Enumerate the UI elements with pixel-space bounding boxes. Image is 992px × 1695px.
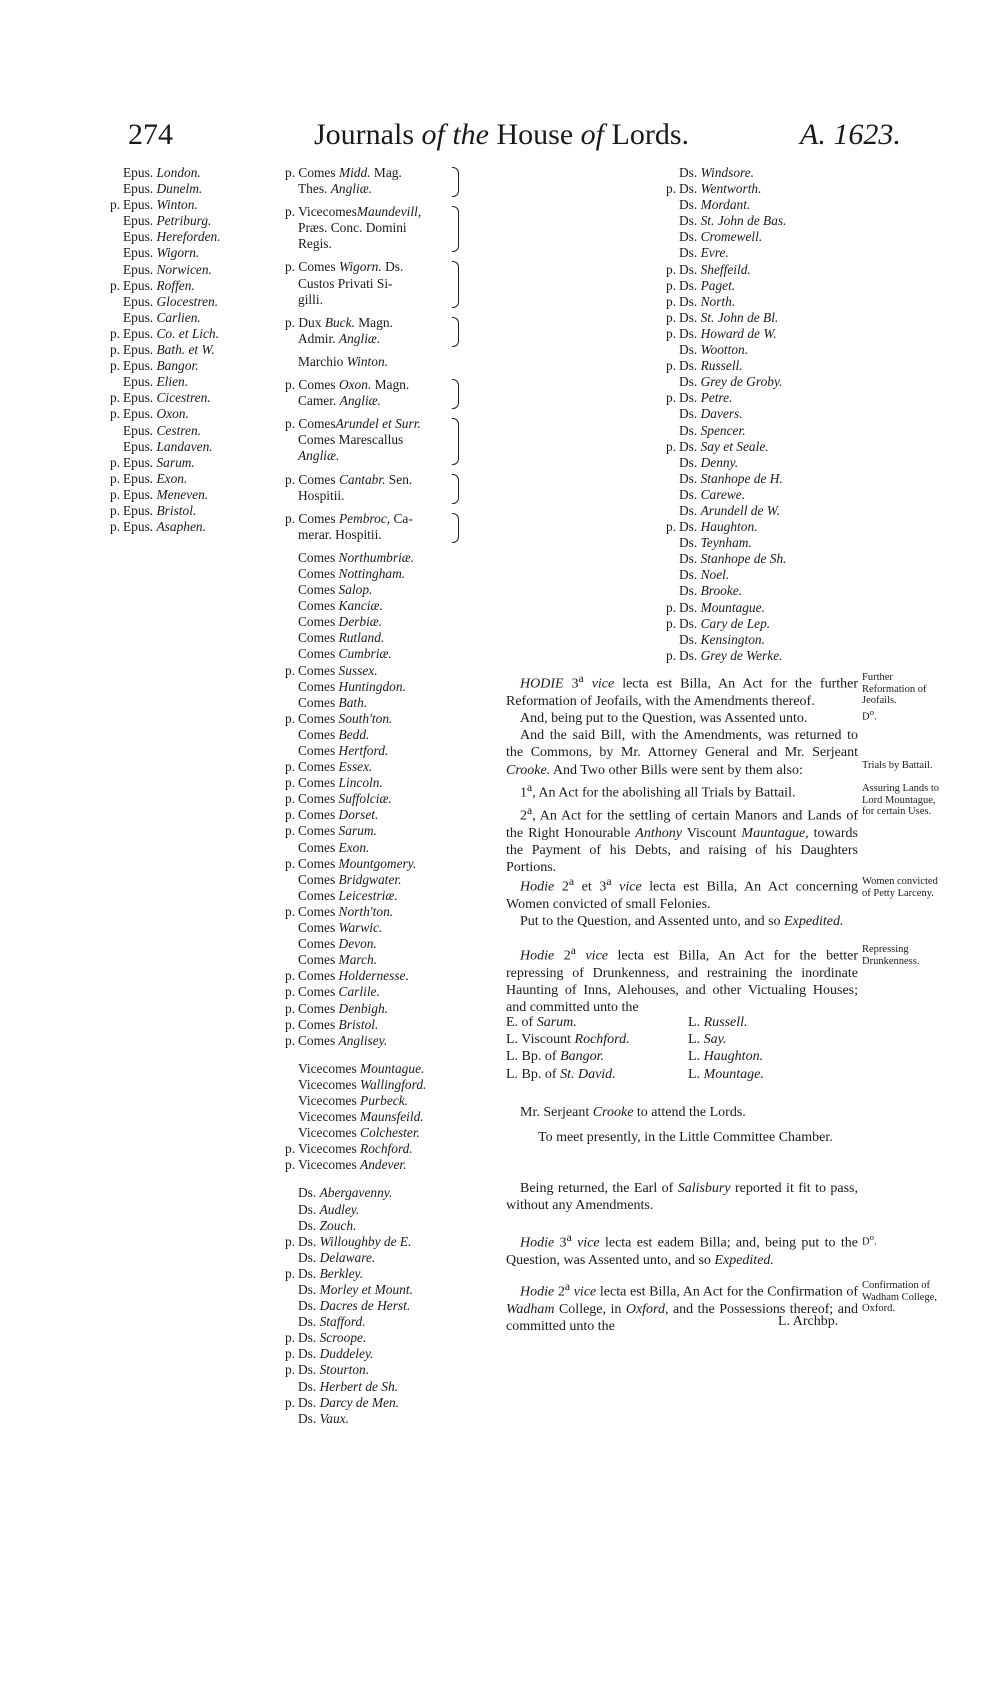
list-item: p. Epus. Exon. xyxy=(110,470,188,486)
entry-wadham: Hodie 2$^a$ vice lecta est Billa, An Act for the Confirmation of Wadham College, in Oxford, and the Possessions thereof; and committed unto the xyxy=(506,1280,859,1335)
list-item: Ds. Windsore. xyxy=(679,165,755,180)
list-item: Ds. Stanhope de H. xyxy=(679,470,783,486)
entry-third-reading: Hodie 3$^a$ vice lecta est eadem Billa; and, being put to the Question, was Assented unto, and so Expedited. xyxy=(506,1231,858,1268)
office-entry: p. VicecomesMaundevill, Præs. Conc. Domini Regis. xyxy=(285,204,457,252)
list-item: Ds. Brooke. xyxy=(679,583,743,599)
page-title: Journals of the House of Lords. xyxy=(314,118,689,151)
list-item: Ds. Dacres de Herst. xyxy=(298,1298,411,1314)
office-entry: p. Comes Wigorn. Ds. Custos Privati Si- gilli. xyxy=(285,259,457,307)
list-item: Ds. Kensington. xyxy=(679,631,765,647)
list-item: Epus. Norwicen. xyxy=(123,261,212,277)
list-item: Ds. Delaware. xyxy=(298,1249,376,1265)
list-item: p. Epus. Asaphen. xyxy=(110,519,206,535)
office-entry: p. Comes Cantabr. Sen. Hospitii. xyxy=(285,472,457,504)
list-item: Epus. Glocestren. xyxy=(123,293,219,309)
list-item: p. Ds. Sheffeild. xyxy=(666,261,751,277)
list-item: p. Ds. Scroope. xyxy=(285,1330,367,1346)
office-entry: Marchio Winton. xyxy=(298,353,389,369)
list-item: p. Ds. Russell. xyxy=(666,358,743,374)
list-item: p. Epus. Cicestren. xyxy=(110,390,211,406)
list-item: Comes Huntingdon. xyxy=(298,678,406,694)
list-item: Epus. Dunelm. xyxy=(123,181,203,197)
office-entry: p. Comes Oxon. Magn. Camer. Angliæ. xyxy=(285,377,457,409)
list-item: Vicecomes Maunsfeild. xyxy=(298,1109,424,1125)
list-item: p. Comes Essex. xyxy=(285,759,373,775)
brace-mark xyxy=(452,206,459,252)
list-item: Comes Nottingham. xyxy=(298,565,406,581)
list-item: p. Ds. Duddeley. xyxy=(285,1346,374,1362)
list-item: Epus. Hereforden. xyxy=(123,229,221,245)
brace-mark xyxy=(452,261,459,307)
list-item: p. Ds. Stourton. xyxy=(285,1362,370,1378)
list-item: Comes Kanciæ. xyxy=(298,598,383,614)
office-entry: p. Comes Midd. Mag. Thes. Angliæ. xyxy=(285,165,457,197)
list-item: p. Ds. North. xyxy=(666,293,736,309)
office-entry: p. Comes Pembroc, Ca- merar. Hospitii. xyxy=(285,511,457,543)
committee-member: L. Say. xyxy=(688,1032,727,1048)
brace-mark xyxy=(452,418,459,464)
list-item: Comes Warwic. xyxy=(298,920,383,936)
list-item: p. Ds. Wentworth. xyxy=(666,181,762,197)
list-item: p. Vicecomes Andever. xyxy=(285,1157,407,1173)
brace-mark xyxy=(452,317,459,347)
list-item: Ds. Abergavenny. xyxy=(298,1185,393,1201)
list-item: p. Comes Suffolciæ. xyxy=(285,791,392,807)
office-entry: p. ComesArundel et Surr. Comes Marescallus Angliæ. xyxy=(285,416,457,464)
list-item: Comes Bridgwater. xyxy=(298,871,402,887)
list-item: Comes Leicestriæ. xyxy=(298,887,398,903)
list-item: Epus. Elien. xyxy=(123,374,189,390)
list-item: p. Comes Sarum. xyxy=(285,823,377,839)
list-item: Ds. Audley. xyxy=(298,1201,360,1217)
list-item: Ds. Noel. xyxy=(679,567,730,583)
list-item: Comes Rutland. xyxy=(298,630,385,646)
margin-note-wadham: Confirmation of Wadham College, Oxford. xyxy=(862,1280,937,1314)
list-item: p. Epus. Bristol. xyxy=(110,502,197,518)
list-item: Ds. Cromewell. xyxy=(679,229,763,245)
list-item: Comes Bath. xyxy=(298,694,368,710)
list-item: p. Ds. St. John de Bl. xyxy=(666,309,779,325)
list-item: Vicecomes Purbeck. xyxy=(298,1092,408,1108)
list-item: Comes Hertford. xyxy=(298,743,389,758)
list-item: p. Ds. Willoughby de E. xyxy=(285,1233,412,1249)
list-item: Vicecomes Wallingford. xyxy=(298,1076,427,1092)
list-item: p. Epus. Bangor. xyxy=(110,358,199,374)
list-item: p. Ds. Mountague. xyxy=(666,599,765,615)
list-item: p. Comes Mountgomery. xyxy=(285,855,417,871)
list-item: p. Ds. Petre. xyxy=(666,390,733,406)
committee-left xyxy=(506,1014,630,1083)
list-item: Comes Cumbriæ. xyxy=(298,646,392,662)
committee-right xyxy=(688,1014,764,1083)
entry-jeofails: HODIE 3$^a$ vice lecta est Billa, An Act for the further Reformation of Jeofails, with the Amendments thereof. And, being put to the Question, was Assented unto. And the said Bill, with the Amendments, was returned to the Commons, by Mr. Attorney General and Mr. Serjeant Crooke. And Two other Bills were sent by them also: 1$^a$, An Act for the abolishing all Trials by Battail. 2$^a$, An Act for the settling of certain Manors and Lands of the Right Honourable Anthony Viscount Mauntague, towards the Payment of his Debts, and raising of his Daughters Portions. xyxy=(506,672,859,875)
list-item: p. Epus. Co. et Lich. xyxy=(110,325,219,341)
list-item: Comes Devon. xyxy=(298,936,377,952)
list-item: Ds. Mordant. xyxy=(679,197,751,213)
committee-member: L. Haughton. xyxy=(688,1049,764,1065)
list-item: p. Comes Lincoln. xyxy=(285,775,383,791)
committee-archbp: L. Archbp. xyxy=(778,1314,839,1329)
list-item: Ds. Stafford. xyxy=(298,1314,366,1330)
list-item: p. Epus. Meneven. xyxy=(110,486,209,502)
margin-note-ditto-1: $D^o$. xyxy=(862,707,877,723)
page-number: 274 xyxy=(128,118,173,151)
entry-report: Being returned, the Earl of Salisbury reported it fit to pass, without any Amendments. xyxy=(506,1181,858,1214)
list-item: p. Ds. Say et Seale. xyxy=(666,438,769,454)
list-item: Comes Exon. xyxy=(298,839,370,855)
barons-list-2 xyxy=(666,165,787,664)
office-entry: p. Dux Buck. Magn. Admir. Angliæ. xyxy=(285,315,457,347)
list-item: p. Comes Carlile. xyxy=(285,984,380,1000)
list-item: Ds. Stanhope de Sh. xyxy=(679,551,787,567)
list-item: p. Comes Denbigh. xyxy=(285,1000,389,1016)
list-item: Ds. Wootton. xyxy=(679,342,749,358)
list-item: Ds. Vaux. xyxy=(298,1410,349,1426)
committee-member: L. Viscount Rochford. xyxy=(506,1032,630,1048)
list-item: Epus. Carlien. xyxy=(123,309,201,325)
list-item: Ds. Evre. xyxy=(679,245,729,261)
list-item: Vicecomes Colchester. xyxy=(298,1125,420,1141)
entry-women-convicted: Hodie 2$^a$ et 3$^a$ vice lecta est Billa, An Act concerning Women convicted of small Felonies. Put to the Question, and Assented unto, and so Expedited. xyxy=(506,875,858,930)
barons-list xyxy=(285,1185,457,1426)
list-item: p. Epus. Roffen. xyxy=(110,277,195,293)
officers-list xyxy=(285,165,457,543)
list-item: p. Comes North'ton. xyxy=(285,903,394,919)
viscounts-list xyxy=(285,1061,457,1174)
list-item: Comes Salop. xyxy=(298,582,373,598)
list-item: Comes Northumbriæ. xyxy=(298,549,415,565)
list-item: p. Epus. Sarum. xyxy=(110,454,195,470)
margin-note-jeofails: Further Reformation of Jeofails. xyxy=(862,672,927,706)
list-item: p. Epus. Bath. et W. xyxy=(110,342,215,358)
brace-mark xyxy=(452,167,459,197)
lords-column-2 xyxy=(285,165,457,1427)
list-item: p. Comes Dorset. xyxy=(285,807,379,823)
committee-member: L. Russell. xyxy=(688,1015,748,1030)
list-item: p. Comes Holdernesse. xyxy=(285,968,409,984)
list-item: Comes March. xyxy=(298,952,378,968)
list-item: Ds. Davers. xyxy=(679,406,743,422)
margin-note-trials: Trials by Battail. xyxy=(862,760,933,771)
list-item: Epus. Landaven. xyxy=(123,438,213,454)
entry-serjeant: Mr. Serjeant Crooke to attend the Lords. xyxy=(520,1105,746,1120)
list-item: Ds. Herbert de Sh. xyxy=(298,1378,399,1394)
list-item: Ds. St. John de Bas. xyxy=(679,213,787,229)
list-item: p. Epus. Winton. xyxy=(110,197,198,213)
page-year: A. 1623. xyxy=(800,118,901,151)
list-item: p. Ds. Darcy de Men. xyxy=(285,1394,400,1410)
list-item: Ds. Carewe. xyxy=(679,486,746,502)
list-item: p. Ds. Cary de Lep. xyxy=(666,615,771,631)
list-item: p. Comes South'ton. xyxy=(285,710,393,726)
brace-mark xyxy=(452,513,459,543)
margin-note-ditto-2: $D^o$. xyxy=(862,1232,877,1248)
list-item: Ds. Teynham. xyxy=(679,535,752,551)
list-item: Ds. Denny. xyxy=(679,454,739,470)
list-item: Epus. Cestren. xyxy=(123,422,201,438)
list-item: p. Comes Anglisey. xyxy=(285,1032,388,1048)
list-item: Epus. Petriburg. xyxy=(123,213,212,229)
brace-mark xyxy=(452,379,459,409)
list-item: p. Comes Sussex. xyxy=(285,662,378,678)
list-item: Epus. London. xyxy=(123,165,201,180)
list-item: Ds. Zouch. xyxy=(298,1217,357,1233)
margin-note-women: Women convicted of Petty Larceny. xyxy=(862,876,938,899)
list-item: p. Comes Bristol. xyxy=(285,1016,379,1032)
list-item: p. Ds. Grey de Werke. xyxy=(666,647,783,663)
list-item: Ds. Morley et Mount. xyxy=(298,1282,413,1297)
list-item: Ds. Grey de Groby. xyxy=(679,374,783,390)
brace-mark xyxy=(452,474,459,504)
list-item: p. Vicecomes Rochford. xyxy=(285,1141,413,1157)
committee-member: L. Bp. of St. David. xyxy=(506,1066,616,1082)
list-item: Ds. Spencer. xyxy=(679,422,746,438)
committee-member: E. of Sarum. xyxy=(506,1015,577,1030)
list-item: Comes Bedd. xyxy=(298,726,370,742)
committee-member: L. Bp. of Bangor. xyxy=(506,1049,605,1065)
list-item: Vicecomes Mountague. xyxy=(298,1060,425,1076)
list-item: p. Ds. Paget. xyxy=(666,277,736,293)
list-item: p. Epus. Oxon. xyxy=(110,406,189,422)
list-item: Epus. Wigorn. xyxy=(123,245,200,261)
entry-drunkenness: Hodie 2$^a$ vice lecta est Billa, An Act for the better repressing of Drunkenness, and restraining the inordinate Haunting of Inns, Alehouses, and other Victualing Houses; and committed unto the xyxy=(506,944,858,1016)
list-item: Ds. Arundell de W. xyxy=(679,502,781,518)
list-item: p. Ds. Howard de W. xyxy=(666,325,777,341)
margin-note-mountague: Assuring Lands to Lord Mountague, for certain Uses. xyxy=(862,783,939,817)
margin-note-drunkenness: Repressing Drunkenness. xyxy=(862,944,920,967)
list-item: p. Ds. Berkley. xyxy=(285,1265,364,1281)
bishops-list xyxy=(110,165,221,535)
earls-list xyxy=(285,550,457,1049)
list-item: p. Ds. Haughton. xyxy=(666,519,758,535)
committee-member: L. Mountage. xyxy=(688,1066,764,1082)
entry-meeting: To meet presently, in the Little Committee Chamber. xyxy=(538,1130,833,1145)
list-item: Comes Derbiæ. xyxy=(298,614,383,630)
